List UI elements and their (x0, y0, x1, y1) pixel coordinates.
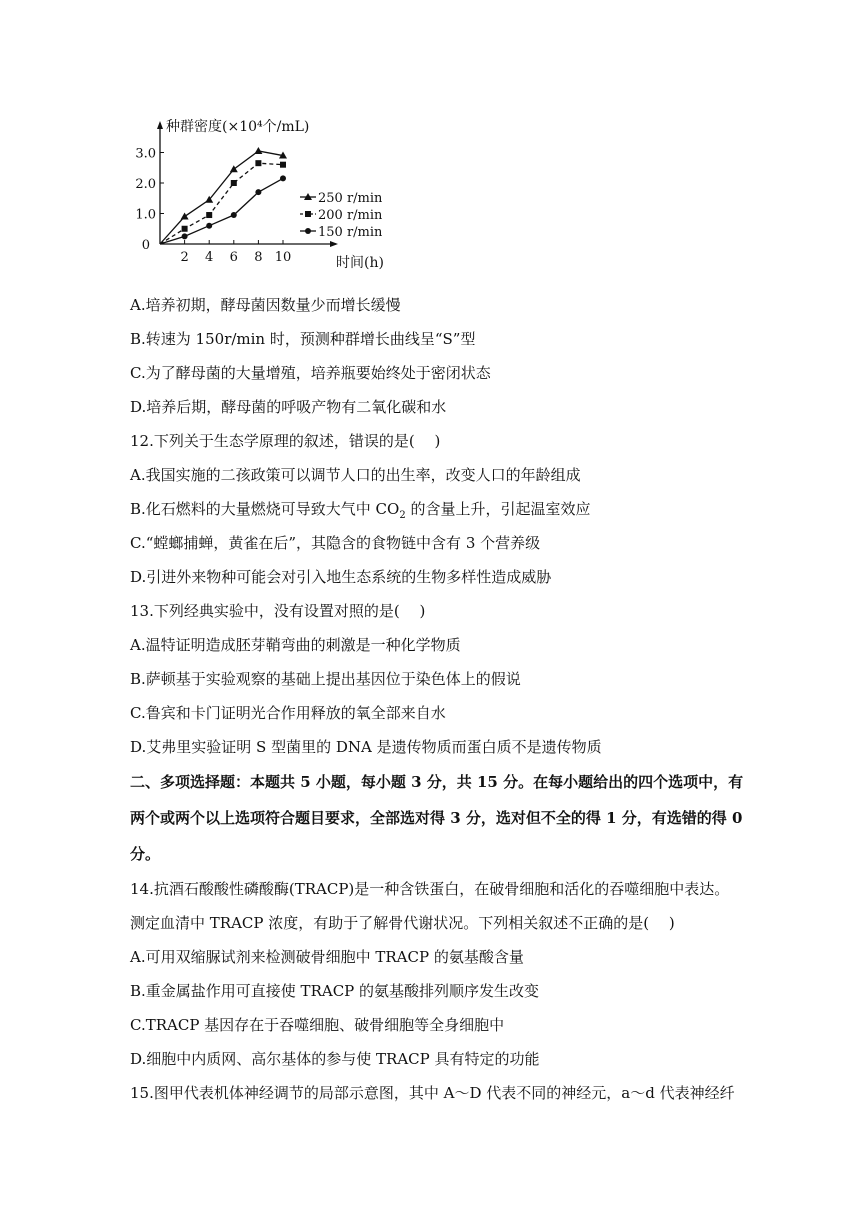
option-13a: A.温特证明造成胚芽鞘弯曲的刺激是一种化学物质 (130, 636, 461, 654)
x-tick-label: 8 (254, 250, 263, 265)
option-11c: C.为了酵母菌的大量增殖，培养瓶要始终处于密闭状态 (130, 364, 491, 382)
chart-legend (300, 191, 383, 240)
co2-subscript: 2 (399, 510, 406, 521)
data-point (255, 189, 261, 195)
option-14c: C.TRACP 基因存在于吞噬细胞、破骨细胞等全身细胞中 (130, 1016, 505, 1034)
option-12b-part2: 的含量上升，引起温室效应 (405, 500, 591, 518)
option-12b-part1: B.化石燃料的大量燃烧可导致大气中 CO (130, 500, 400, 518)
series-line-2 (160, 163, 283, 244)
y-axis-arrow (157, 121, 163, 129)
section-heading-line2: 两个或两个以上选项符合题目要求，全部选对得 3 分，选对但不全的得 1 分，有选错的得 0 (130, 809, 743, 827)
y-tick-label: 3.0 (135, 146, 156, 162)
legend-label: 250 r/min (318, 191, 383, 206)
series-line-3 (160, 178, 283, 244)
option-12b (130, 492, 770, 526)
question-15-line1: 15.图甲代表机体神经调节的局部示意图，其中 A～D 代表不同的神经元，a～d 代表神经纤 (130, 1084, 735, 1102)
data-point (230, 165, 238, 172)
data-point (254, 147, 262, 154)
option-11a: A.培养初期，酵母菌因数量少而增长缓慢 (130, 296, 401, 314)
option-14a: A.可用双缩脲试剂来检测破骨细胞中 TRACP 的氨基酸含量 (130, 948, 524, 966)
section-heading-line3: 分。 (130, 845, 161, 863)
x-tick-label: 2 (180, 250, 189, 265)
option-12a: A.我国实施的二孩政策可以调节人口的出生率，改变人口的年龄组成 (130, 466, 581, 484)
x-tick-label: 4 (205, 250, 214, 265)
y-axis-label: 种群密度(×10⁴个/mL) (166, 119, 310, 135)
x-axis-arrow (330, 241, 338, 247)
chart-series (160, 147, 287, 244)
legend-label: 200 r/min (318, 208, 383, 223)
data-point (206, 212, 212, 218)
y-tick-label: 2.0 (135, 177, 156, 192)
data-point (255, 160, 261, 166)
data-point (182, 226, 188, 232)
population-density-chart (135, 115, 400, 275)
question-text (130, 288, 770, 1110)
series-line-1 (160, 151, 283, 244)
x-tick-label: 6 (229, 250, 238, 265)
x-tick-label: 10 (274, 250, 292, 265)
question-12: 12.下列关于生态学原理的叙述，错误的是( ) (130, 432, 441, 450)
legend-marker (305, 228, 311, 234)
question-14-line2: 测定血清中 TRACP 浓度，有助于了解骨代谢状况。下列相关叙述不正确的是( ) (130, 914, 675, 932)
data-point (280, 175, 286, 181)
legend-label: 150 r/min (318, 225, 383, 240)
data-point (206, 223, 212, 229)
option-12c: C.“螳螂捕蝉，黄雀在后”，其隐含的食物链中含有 3 个营养级 (130, 534, 541, 552)
legend-marker (305, 211, 311, 217)
x-axis-label: 时间(h) (336, 255, 384, 271)
option-13b: B.萨顿基于实验观察的基础上提出基因位于染色体上的假说 (130, 670, 521, 688)
question-14-line1: 14.抗酒石酸酸性磷酸酶(TRACP)是一种含铁蛋白，在破骨细胞和活化的吞噬细胞中表达。 (130, 880, 730, 898)
option-14d: D.细胞中内质网、高尔基体的参与使 TRACP 具有特定的功能 (130, 1050, 540, 1068)
section-heading-line1: 二、多项选择题：本题共 5 小题，每小题 3 分，共 15 分。在每小题给出的四个选项中，有 (130, 773, 744, 791)
option-12d: D.引进外来物种可能会对引入地生态系统的生物多样性造成威胁 (130, 568, 552, 586)
question-13: 13.下列经典实验中，没有设置对照的是( ) (130, 602, 426, 620)
data-point (231, 180, 237, 186)
option-11b: B.转速为 150r/min 时，预测种群增长曲线呈“S”型 (130, 330, 476, 348)
y-tick-label: 1.0 (135, 207, 156, 223)
option-11d: D.培养后期，酵母菌的呼吸产物有二氧化碳和水 (130, 398, 447, 416)
data-point (182, 233, 188, 239)
option-13d: D.艾弗里实验证明 S 型菌里的 DNA 是遗传物质而蛋白质不是遗传物质 (130, 738, 602, 756)
y-tick-label: 0 (141, 238, 150, 253)
option-13c: C.鲁宾和卡门证明光合作用释放的氧全部来自水 (130, 704, 446, 722)
data-point (231, 212, 237, 218)
data-point (181, 213, 189, 220)
option-14b: B.重金属盐作用可直接使 TRACP 的氨基酸排列顺序发生改变 (130, 982, 540, 1000)
chart-ticks (135, 147, 291, 266)
data-point (280, 162, 286, 168)
